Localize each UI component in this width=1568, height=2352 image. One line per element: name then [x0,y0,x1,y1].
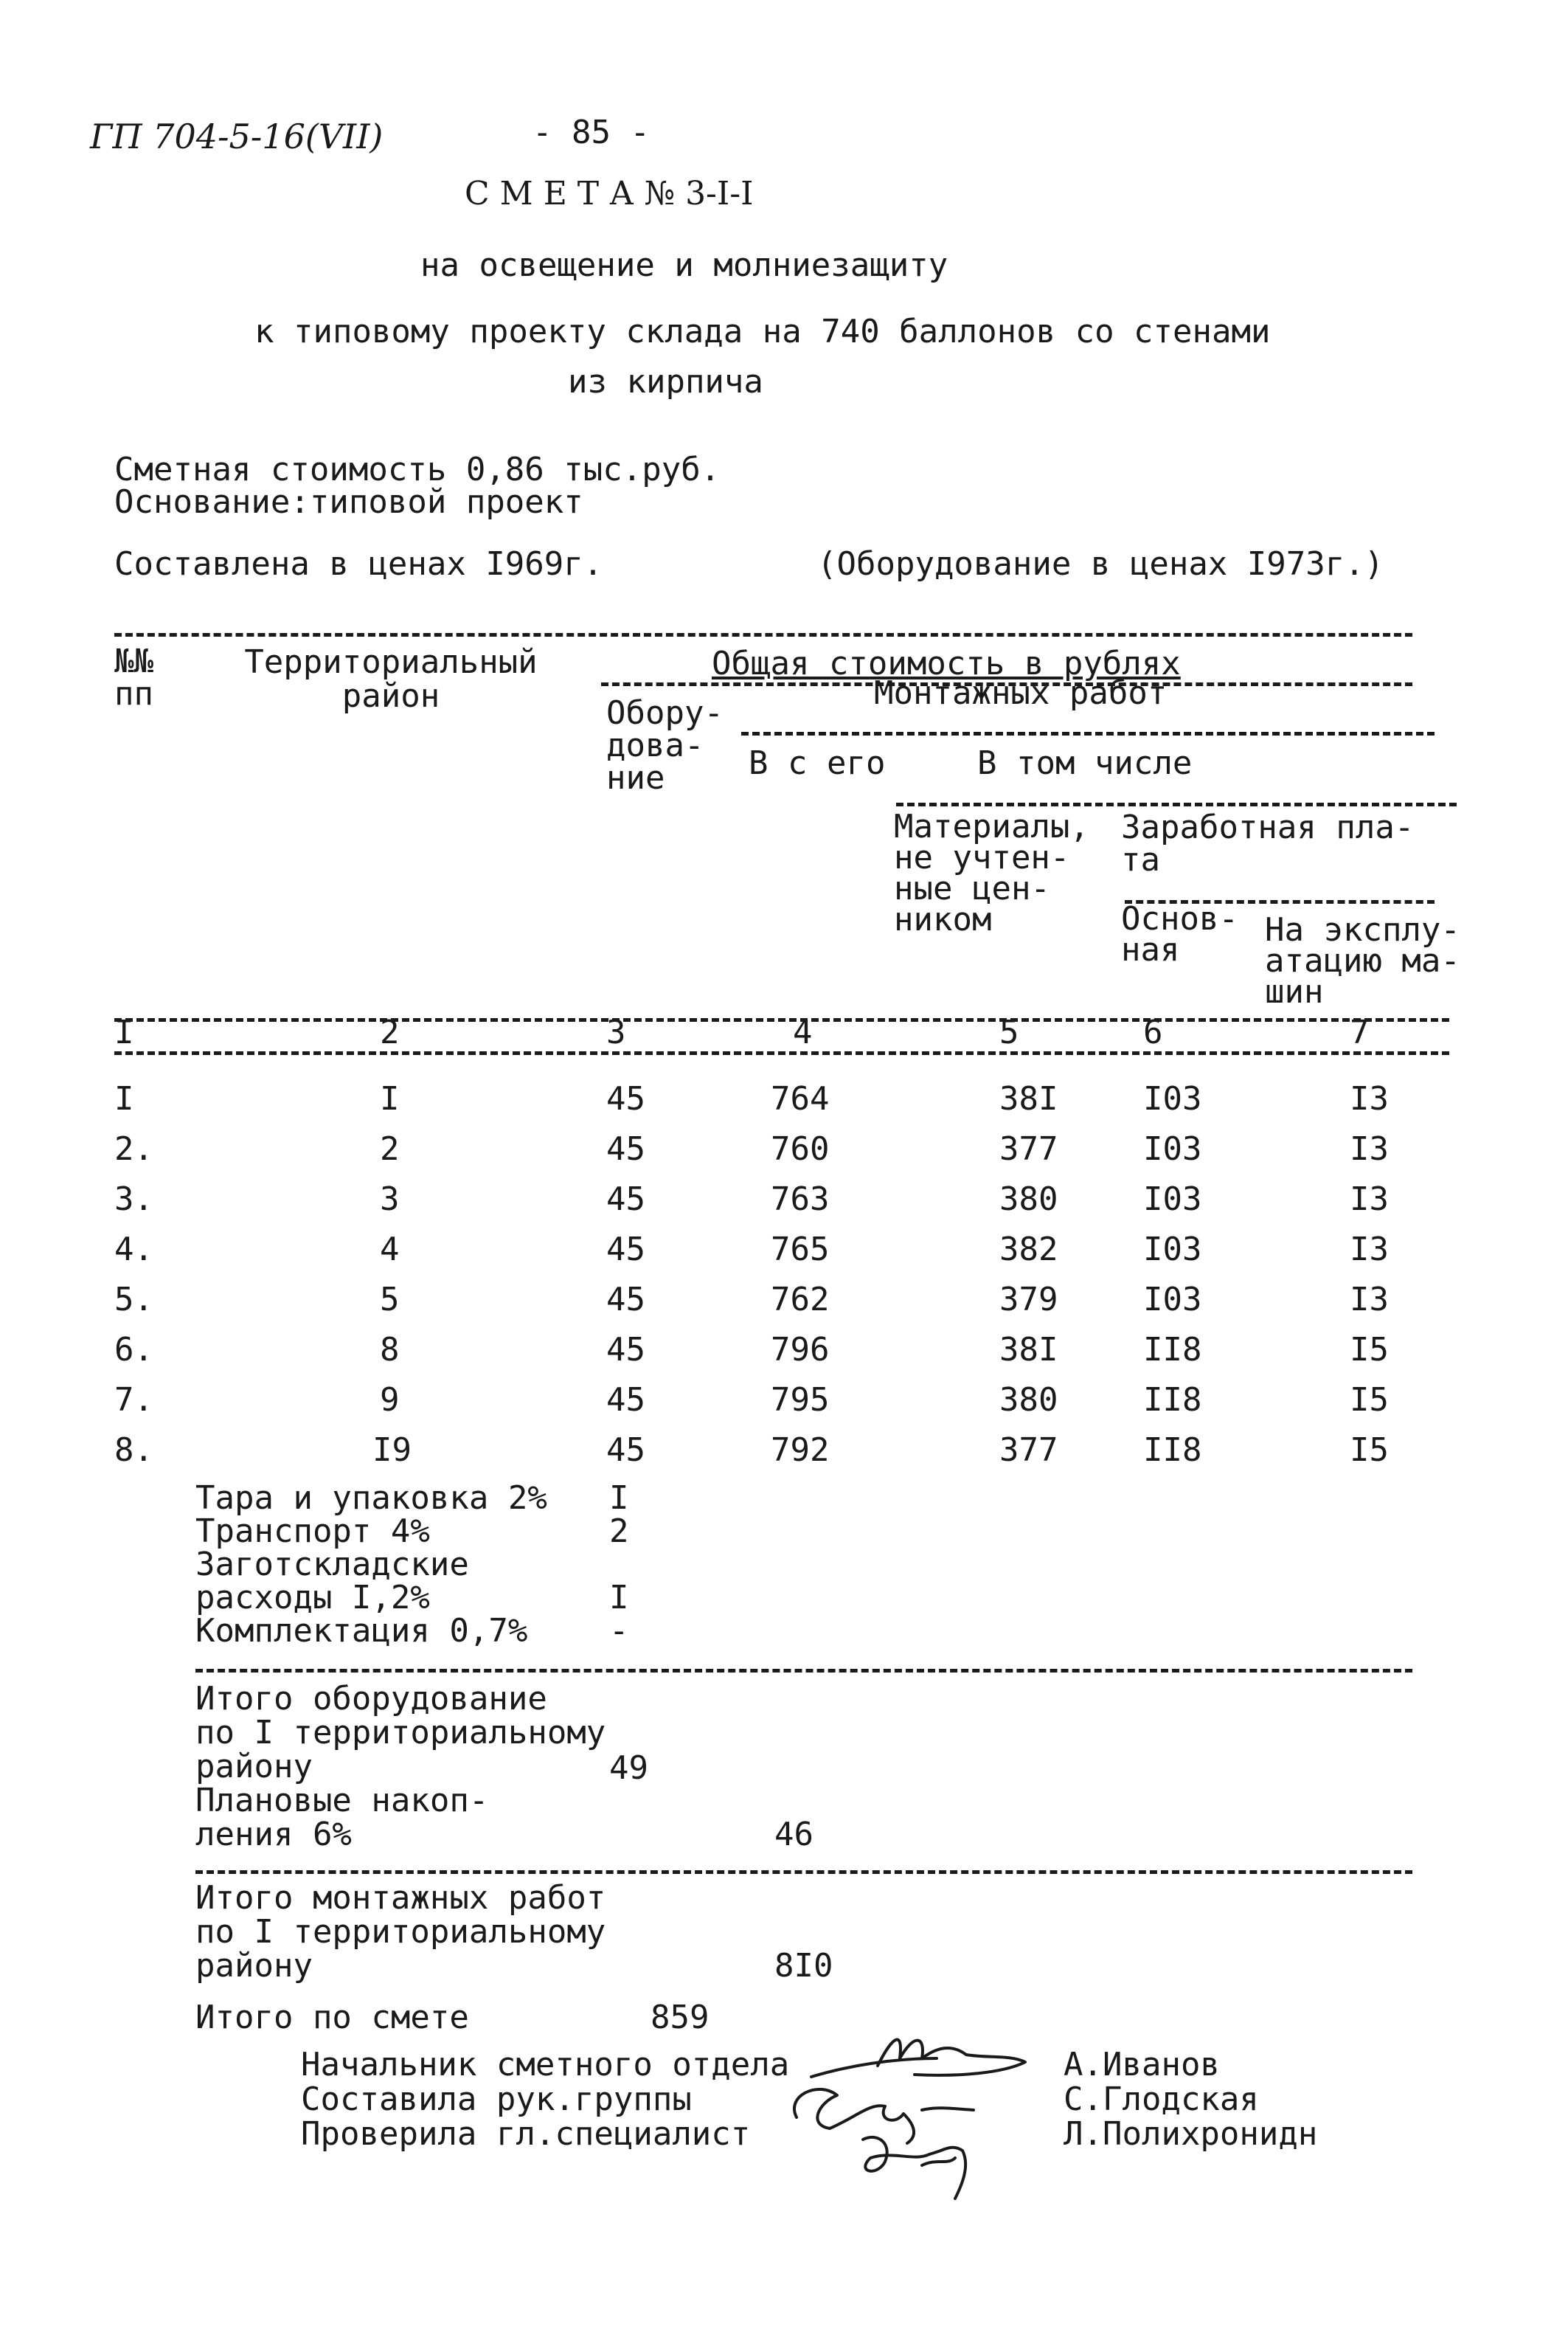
equipment-cell: 45 [606,1130,645,1168]
materials-cell: 379 [999,1281,1058,1318]
region-cell: I9 [372,1431,412,1469]
wages-basic-cell: I03 [1143,1281,1202,1318]
equipment-cell: 45 [606,1080,645,1118]
header-territorial-region: Территориальный район [244,643,538,715]
row-number: I [114,1080,134,1118]
region-cell: I [380,1080,400,1118]
header-including: В том числе [977,744,1193,782]
installation-total-cell: 795 [771,1381,830,1419]
installation-total-cell: 796 [771,1331,830,1369]
installation-total-cell: 762 [771,1281,830,1318]
region-cell: 9 [380,1381,400,1419]
header-wages: Заработная пла- та [1121,809,1415,879]
column-number-7: 7 [1350,1014,1370,1051]
row-number: 4. [114,1231,153,1268]
header-materials: Материалы, не учтен- ные цен- ником [894,808,1089,938]
extra-charges-labels: Тара и упаковка 2% Транспорт 4% Заготскладские расходы I,2% Комплектация 0,7% [195,1479,547,1650]
document-subtitle-2: к типовому проекту склада на 740 баллонов со стенами [254,313,1271,350]
machine-operation-cell: I3 [1350,1080,1389,1118]
wages-basic-cell: II8 [1143,1431,1202,1469]
column-number-5: 5 [999,1014,1019,1051]
grand-total-label: Итого по смете [195,1999,469,2036]
price-basis: Составлена в ценах I969г. [114,545,603,583]
equipment-cell: 45 [606,1431,645,1469]
header-equipment: Обору- дова- ние [606,694,724,797]
machine-operation-cell: I5 [1350,1331,1389,1369]
equipment-cell: 45 [606,1331,645,1369]
materials-cell: 380 [999,1180,1058,1218]
machine-operation-cell: I3 [1350,1281,1389,1318]
column-number-rule-top [114,1018,1449,1022]
header-total-cost: Общая стоимость в рублях [712,645,1181,682]
equipment-total-rule [195,1669,1412,1673]
column-number-1: I [114,1014,134,1051]
header-installation-works: Монтажных работ [874,674,1168,712]
column-number-rule-bottom [114,1051,1449,1055]
equipment-cell: 45 [606,1180,645,1218]
region-cell: 8 [380,1331,400,1369]
region-cell: 2 [380,1130,400,1168]
wages-basic-cell: II8 [1143,1381,1202,1419]
extra-charges-values: I 2 I - [609,1479,629,1650]
wages-basic-cell: I03 [1143,1231,1202,1268]
equipment-cell: 45 [606,1381,645,1419]
signature-names: А.Иванов С.Глодская Л.Полихронидн [1064,2046,1318,2153]
materials-cell: 377 [999,1431,1058,1469]
equipment-price-basis: (Оборудование в ценах I973г.) [817,545,1384,583]
machine-operation-cell: I3 [1350,1231,1389,1268]
region-cell: 3 [380,1180,400,1218]
installation-total-cell: 792 [771,1431,830,1469]
document-subtitle-1: на освещение и молниезащиту [420,246,948,284]
header-wages-basic: Основ- ная [1121,900,1238,969]
equipment-cell: 45 [606,1281,645,1318]
machine-operation-cell: I3 [1350,1180,1389,1218]
document-title: С М Е Т А № 3-I-I [465,175,754,212]
header-machine-operation: На эксплу- атацию ма- шин [1265,911,1460,1011]
installation-total-cell: 764 [771,1080,830,1118]
including-rule [896,803,1457,806]
region-cell: 5 [380,1281,400,1318]
wages-basic-cell: I03 [1143,1080,1202,1118]
wages-basic-cell: I03 [1143,1130,1202,1168]
installation-total-cell: 760 [771,1130,830,1168]
machine-operation-cell: I5 [1350,1381,1389,1419]
materials-cell: 38I [999,1331,1058,1369]
wages-basic-cell: II8 [1143,1331,1202,1369]
planned-accumulation-value: 46 [774,1816,814,1853]
installation-total-cell: 763 [771,1180,830,1218]
materials-cell: 38I [999,1080,1058,1118]
estimated-cost: Сметная стоимость 0,86 тыс.руб. [114,451,721,488]
installation-total-cell: 765 [771,1231,830,1268]
handwritten-signatures [767,2014,1047,2206]
column-number-4: 4 [793,1014,813,1051]
header-row-number: №№ пп [114,643,153,713]
installation-rule [741,732,1435,736]
materials-cell: 382 [999,1231,1058,1268]
page-number: - 85 - [533,114,650,151]
row-number: 2. [114,1130,153,1168]
equipment-cell: 45 [606,1231,645,1268]
installation-total-value: 8I0 [774,1947,833,1985]
wages-basic-cell: I03 [1143,1180,1202,1218]
estimate-basis: Основание:типовой проект [114,483,583,521]
document-code: ГП 704-5-16(VII) [90,117,384,156]
column-number-3: 3 [606,1014,626,1051]
row-number: 8. [114,1431,153,1469]
table-top-rule [114,633,1412,637]
column-number-6: 6 [1143,1014,1163,1051]
row-number: 5. [114,1281,153,1318]
machine-operation-cell: I5 [1350,1431,1389,1469]
installation-total-rule [195,1870,1412,1874]
equipment-total-value: 49 [609,1749,648,1787]
row-number: 7. [114,1381,153,1419]
row-number: 3. [114,1180,153,1218]
document-subtitle-3: из кирпича [568,363,763,401]
installation-total-label: Итого монтажных работ по I территориальному району [195,1879,606,1985]
header-total-installation: В с его [749,744,886,782]
equipment-total-label: Итого оборудование по I территориальному району Плановые накоп- ления 6% [195,1680,606,1853]
materials-cell: 377 [999,1130,1058,1168]
region-cell: 4 [380,1231,400,1268]
column-number-2: 2 [380,1014,400,1051]
machine-operation-cell: I3 [1350,1130,1389,1168]
grand-total-value: 859 [651,1999,710,2036]
signature-roles: Начальник сметного отдела Составила рук.группы Проверила гл.специалист [301,2046,790,2153]
row-number: 6. [114,1331,153,1369]
materials-cell: 380 [999,1381,1058,1419]
